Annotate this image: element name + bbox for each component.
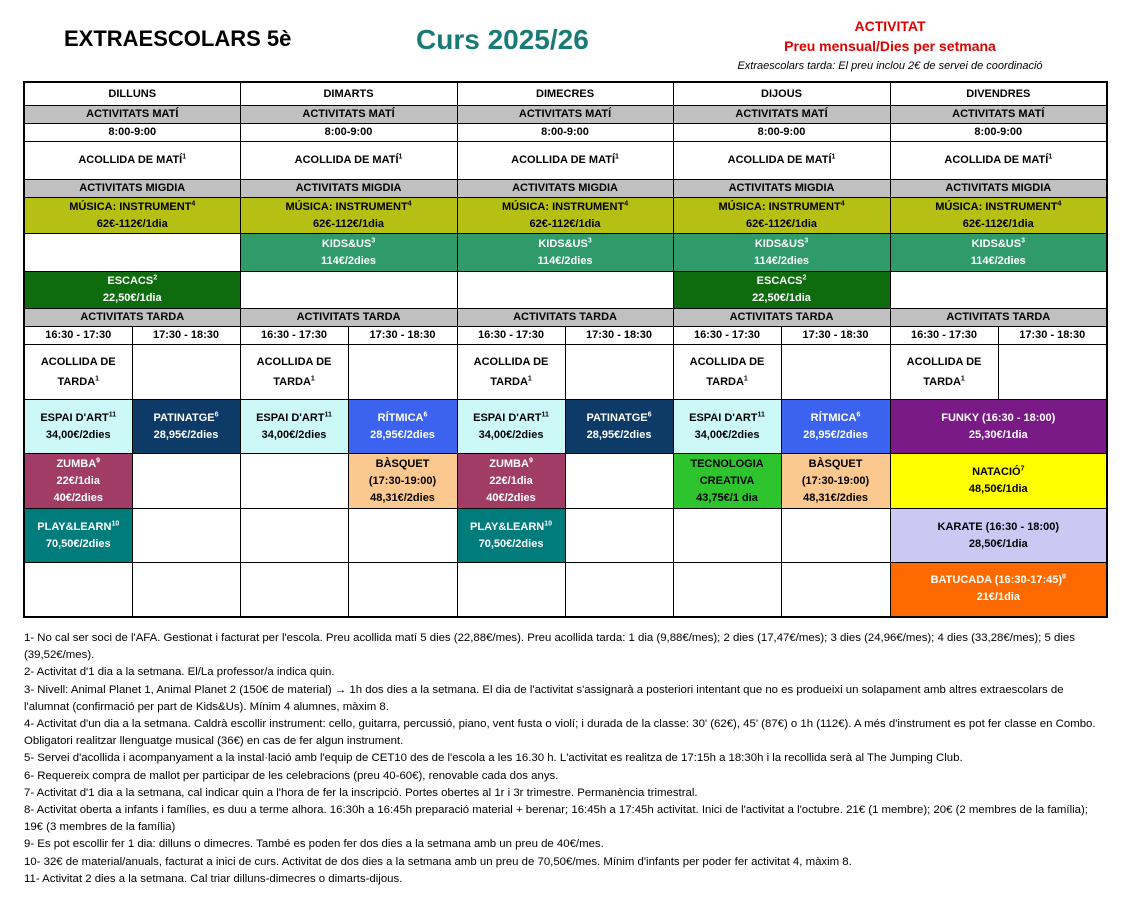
section-mati: ACTIVITATS MATÍ <box>890 106 1107 124</box>
slot1: 16:30 - 17:30 <box>890 327 998 345</box>
slot2: 17:30 - 18:30 <box>781 327 890 345</box>
empty-cell <box>132 509 240 563</box>
activity-ritmica: RÍTMICA$^6$ 28,95€/2dies <box>348 400 457 454</box>
empty-cell <box>565 345 673 400</box>
slot2: 17:30 - 18:30 <box>998 327 1107 345</box>
course-title: Curs 2025/26 <box>416 24 589 55</box>
empty-cell <box>673 563 781 617</box>
footnote: 2- Activitat d'1 dia a la setmana. El/La professor/a indica quin. <box>24 666 335 679</box>
empty-cell <box>240 272 457 309</box>
activity-basquet: BÀSQUET (17:30-19:00) 48,31€/2dies <box>781 454 890 509</box>
activity-kids: $KIDS\&US^3$ 114€/2dies <box>240 234 457 272</box>
section-migdia: ACTIVITATS MIGDIA <box>673 180 890 198</box>
time-mati: 8:00-9:00 <box>673 124 890 142</box>
empty-cell <box>781 345 890 400</box>
footnote: 7- Activitat d'1 dia a la setmana, cal indicar quin a l'hora de fer la inscripció. Portes obertes al 1r i 3r trimestre. Permanència trimestral. <box>24 786 698 799</box>
legend-activity: ACTIVITAT <box>854 18 926 34</box>
legend-note: Extraescolars tarda: El preu inclou 2€ de servei de coordinació <box>737 60 1043 72</box>
activity-batucada: BATUCADA (16:30-17:45)$^8$ 21€/1dia <box>890 563 1107 617</box>
section-tarda: ACTIVITATS TARDA <box>890 309 1107 327</box>
empty-cell <box>348 509 457 563</box>
footnote: 9- Es pot escollir fer 1 dia: dilluns o dimecres. També es poden fer dos dies a la setmana amb un preu de 40€/mes. <box>24 838 604 851</box>
acollida-tarda: ACOLLIDA DE TARDA$^1$ <box>240 345 348 400</box>
section-migdia: ACTIVITATS MIGDIA <box>240 180 457 198</box>
slot2: 17:30 - 18:30 <box>132 327 240 345</box>
section-tarda: ACTIVITATS TARDA <box>457 309 673 327</box>
footnote: 5- Servei d'acollida i acompanyament a la instal·lació amb l'equip de CET10 des de l'escola a les 16.30 h. L'activitat es realitza de 17:15h a 18:30h i la recollida serà al The Jumping Club. <box>24 752 963 765</box>
day-header: DIMARTS <box>240 82 457 106</box>
section-mati: ACTIVITATS MATÍ <box>673 106 890 124</box>
empty-cell <box>565 454 673 509</box>
section-mati: ACTIVITATS MATÍ <box>240 106 457 124</box>
empty-cell <box>24 234 240 272</box>
activity-tecnologia: TECNOLOGIA CREATIVA 43,75€/1 dia <box>673 454 781 509</box>
activity-musica: MÚSICA: INSTRUMENT$^4$ 62€-112€/1dia <box>457 198 673 234</box>
activity-kids: $KIDS\&US^3$ 114€/2dies <box>457 234 673 272</box>
section-migdia: ACTIVITATS MIGDIA <box>890 180 1107 198</box>
activity-patinatge: PATINATGE$^6$ 28,95€/2dies <box>565 400 673 454</box>
empty-cell <box>24 563 132 617</box>
empty-cell <box>565 509 673 563</box>
schedule-table <box>23 81 1108 618</box>
acollida-tarda: ACOLLIDA DE TARDA$^1$ <box>24 345 132 400</box>
time-mati: 8:00-9:00 <box>240 124 457 142</box>
footnote: 3- Nivell: Animal Planet 1, Animal Planet 2 (150€ de material) → 1h dos dies a la setmana. El dia de l'activitat s'assignarà a posteriori intentant que no es produeixi un solapament amb altres extraescolars de l'alumnat (confirmació per part de Kids&Us). Mínim 4 alumnes, màxim 8. <box>24 683 1064 713</box>
acollida-tarda: ACOLLIDA DE TARDA$^1$ <box>890 345 998 400</box>
section-migdia: ACTIVITATS MIGDIA <box>24 180 240 198</box>
section-tarda: ACTIVITATS TARDA <box>240 309 457 327</box>
empty-cell <box>781 509 890 563</box>
acollida-mati: ACOLLIDA DE MATÍ$^1$ <box>890 142 1107 180</box>
footnote: 4- Activitat d'un dia a la setmana. Caldrà escollir instrument: cello, guitarra, percussió, piano, vent fusta o violí; i durada de la classe: 30' (62€), 45' (87€) o 1h (112€). A més d'instrument es pot fer classe en Combo. Obligatori realitzar llenguatge musical (36€) en cas de fer algun instrument. <box>24 718 1096 748</box>
slot1: 16:30 - 17:30 <box>673 327 781 345</box>
activity-zumba: ZUMBA$^9$ 22€/1dia 40€/2dies <box>457 454 565 509</box>
activity-zumba: ZUMBA$^9$ 22€/1dia 40€/2dies <box>24 454 132 509</box>
activity-espai-art: ESPAI D'ART$^{11}$ 34,00€/2dies <box>240 400 348 454</box>
activity-kids: $KIDS\&US^3$ 114€/2dies <box>673 234 890 272</box>
activity-musica: MÚSICA: INSTRUMENT$^4$ 62€-112€/1dia <box>673 198 890 234</box>
empty-cell <box>132 454 240 509</box>
activity-ritmica: RÍTMICA$^6$ 28,95€/2dies <box>781 400 890 454</box>
empty-cell <box>348 345 457 400</box>
activity-natacio: NATACIÓ$^7$ 48,50€/1dia <box>890 454 1107 509</box>
empty-cell <box>132 345 240 400</box>
slot2: 17:30 - 18:30 <box>565 327 673 345</box>
activity-escacs: ESCACS$^2$ 22,50€/1dia <box>24 272 240 309</box>
activity-espai-art: ESPAI D'ART$^{11}$ 34,00€/2dies <box>673 400 781 454</box>
slot1: 16:30 - 17:30 <box>24 327 132 345</box>
activity-basquet: BÀSQUET (17:30-19:00) 48,31€/2dies <box>348 454 457 509</box>
section-tarda: ACTIVITATS TARDA <box>673 309 890 327</box>
footnote: 1- No cal ser soci de l'AFA. Gestionat i facturat per l'escola. Preu acollida matí 5 dies (22,88€/mes). Preu acollida tarda: 1 dia (9,88€/mes); 2 dies (17,47€/mes); 3 dies (24,96€/mes); 4 dies (33,28€/mes); 5 dies (39,52€/mes). <box>24 632 1075 662</box>
slot1: 16:30 - 17:30 <box>457 327 565 345</box>
time-mati: 8:00-9:00 <box>457 124 673 142</box>
empty-cell <box>673 509 781 563</box>
acollida-tarda: ACOLLIDA DE TARDA$^1$ <box>673 345 781 400</box>
empty-cell <box>998 345 1107 400</box>
footnote: 11- Activitat 2 dies a la setmana. Cal triar dilluns-dimecres o dimarts-dijous. <box>24 872 403 885</box>
day-header: DIVENDRES <box>890 82 1107 106</box>
footnotes <box>24 630 1109 888</box>
activity-musica: MÚSICA: INSTRUMENT$^4$ 62€-112€/1dia <box>24 198 240 234</box>
activity-escacs: ESCACS$^2$ 22,50€/1dia <box>673 272 890 309</box>
activity-kids: $KIDS\&US^3$ 114€/2dies <box>890 234 1107 272</box>
acollida-mati: ACOLLIDA DE MATÍ$^1$ <box>240 142 457 180</box>
page-title: EXTRAESCOLARS 5è <box>64 26 292 51</box>
empty-cell <box>240 563 348 617</box>
empty-cell <box>565 563 673 617</box>
empty-cell <box>457 272 673 309</box>
section-tarda: ACTIVITATS TARDA <box>24 309 240 327</box>
acollida-mati: ACOLLIDA DE MATÍ$^1$ <box>673 142 890 180</box>
activity-funky: FUNKY (16:30 - 18:00) 25,30€/1dia <box>890 400 1107 454</box>
empty-cell <box>132 563 240 617</box>
legend <box>690 16 1090 74</box>
day-header: DIJOUS <box>673 82 890 106</box>
footnote: 8- Activitat oberta a infants i famílies, es duu a terme alhora. 16:30h a 16:45h preparació material + berenar; 16:45h a 17:45h activitat. Inici de l'activitat a l'octubre. 21€ (1 membre); 20€ (2 membres de la família); 19€ (3 membres de la família) <box>24 804 1088 834</box>
activity-karate: KARATE (16:30 - 18:00) 28,50€/1dia <box>890 509 1107 563</box>
empty-cell <box>348 563 457 617</box>
slot1: 16:30 - 17:30 <box>240 327 348 345</box>
section-migdia: ACTIVITATS MIGDIA <box>457 180 673 198</box>
activity-play-learn: PLAY&LEARN$^{10}$ 70,50€/2dies <box>24 509 132 563</box>
activity-musica: MÚSICA: INSTRUMENT$^4$ 62€-112€/1dia <box>240 198 457 234</box>
acollida-mati: ACOLLIDA DE MATÍ$^1$ <box>24 142 240 180</box>
time-mati: 8:00-9:00 <box>890 124 1107 142</box>
footnote: 10- 32€ de material/anuals, facturat a inici de curs. Activitat de dos dies a la setmana amb un preu de 70,50€/mes. Mínim d'infants per poder fer activitat 4, màxim 8. <box>24 855 852 868</box>
activity-espai-art: ESPAI D'ART$^{11}$ 34,00€/2dies <box>457 400 565 454</box>
empty-cell <box>457 563 565 617</box>
activity-patinatge: PATINATGE$^6$ 28,95€/2dies <box>132 400 240 454</box>
activity-musica: MÚSICA: INSTRUMENT$^4$ 62€-112€/1dia <box>890 198 1107 234</box>
time-mati: 8:00-9:00 <box>24 124 240 142</box>
empty-cell <box>240 454 348 509</box>
legend-price: Preu mensual/Dies per setmana <box>784 38 996 54</box>
day-header: DILLUNS <box>24 82 240 106</box>
section-mati: ACTIVITATS MATÍ <box>24 106 240 124</box>
activity-espai-art: ESPAI D'ART$^{11}$ 34,00€/2dies <box>24 400 132 454</box>
slot2: 17:30 - 18:30 <box>348 327 457 345</box>
empty-cell <box>240 509 348 563</box>
acollida-mati: ACOLLIDA DE MATÍ$^1$ <box>457 142 673 180</box>
empty-cell <box>781 563 890 617</box>
acollida-tarda: ACOLLIDA DE TARDA$^1$ <box>457 345 565 400</box>
section-mati: ACTIVITATS MATÍ <box>457 106 673 124</box>
footnote: 6- Requereix compra de mallot per participar de les celebracions (preu 40-60€), renovable cada dos anys. <box>24 769 559 782</box>
empty-cell <box>890 272 1107 309</box>
activity-play-learn: PLAY&LEARN$^{10}$ 70,50€/2dies <box>457 509 565 563</box>
day-header: DIMECRES <box>457 82 673 106</box>
